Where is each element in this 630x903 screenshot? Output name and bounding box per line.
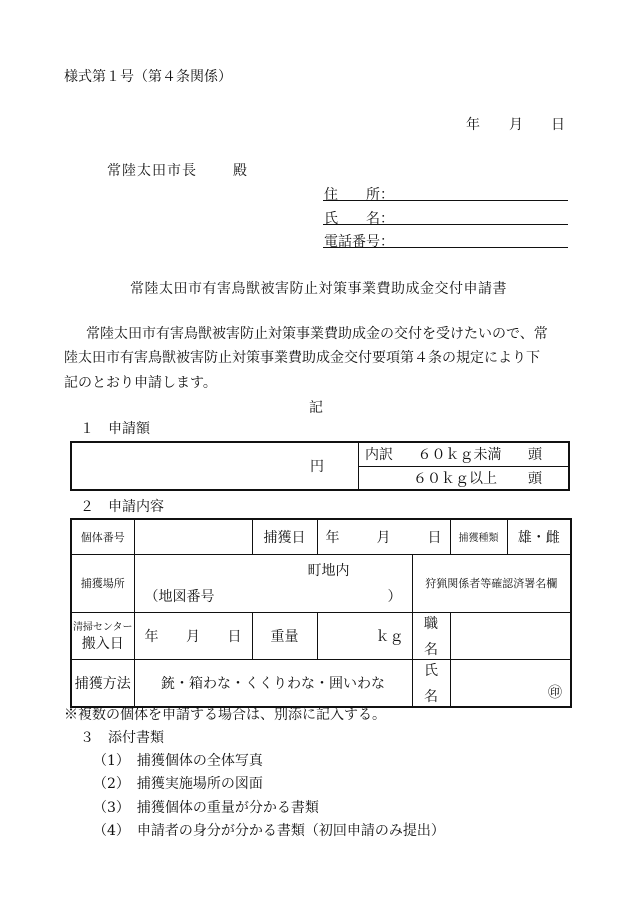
method-label: 捕獲方法 — [71, 659, 134, 707]
brought-in-year: 年 — [144, 628, 159, 645]
section1-heading: １ 申請額 — [80, 421, 150, 437]
name-field[interactable] — [450, 659, 571, 707]
under-60kg: ６０ｋｇ未満 — [417, 447, 502, 464]
amount-table — [70, 441, 570, 491]
name-label-2: 名 — [424, 688, 438, 705]
attachment-2: （2） 捕獲実施場所の図面 — [93, 776, 263, 792]
addressee: 常陸太田市長 — [107, 163, 197, 179]
body-line-3: 記のとおり申請します。 — [64, 375, 217, 391]
seal-icon: ㊞ — [548, 684, 562, 701]
capture-place-label: 捕獲場所 — [71, 554, 134, 612]
body-line-2: 陸太田市有害鳥獣被害防止対策事業費助成金交付要項第４条の規定により下 — [64, 350, 540, 366]
amount-cell[interactable] — [71, 442, 359, 490]
weight-field[interactable]: ｋｇ — [317, 612, 412, 659]
section3-heading: ３ 添付書類 — [80, 730, 164, 746]
attachment-3: （3） 捕獲個体の重量が分かる書類 — [93, 800, 319, 816]
capture-year: 年 — [325, 529, 340, 546]
brought-in-day: 日 — [227, 628, 242, 645]
phone-underline — [323, 247, 568, 248]
capture-month: 月 — [376, 529, 391, 546]
capture-day: 日 — [427, 529, 442, 546]
phone-label: 電話番号： — [324, 234, 394, 250]
section2-heading: ２ 申請内容 — [80, 499, 164, 515]
brought-in-month: 月 — [186, 628, 200, 645]
date-day: 日 — [551, 117, 565, 133]
weight-label: 重量 — [252, 612, 317, 659]
form-number: 様式第１号（第４条関係） — [64, 69, 232, 85]
attachment-1: （1） 捕獲個体の全体写真 — [93, 753, 263, 769]
species-label: 捕獲種類 — [450, 519, 507, 554]
brought-in-date-field[interactable] — [134, 612, 252, 659]
post-label-1: 職 — [424, 615, 438, 632]
individual-no-field[interactable] — [134, 519, 252, 554]
yen-label: 円 — [310, 459, 324, 475]
capture-date-field[interactable] — [317, 519, 450, 554]
date-year: 年 — [466, 117, 480, 133]
address-underline — [323, 200, 568, 201]
capture-date-label: 捕獲日 — [252, 519, 317, 554]
name-label-1: 氏 — [424, 662, 438, 679]
sex-field[interactable]: 雄・雌 — [507, 519, 571, 554]
map-number-label: （地図番号 — [144, 589, 215, 605]
body-line-1: 常陸太田市有害鳥獣被害防止対策事業費助成金の交付を受けたいので、常 — [86, 326, 548, 342]
brought-in-label — [71, 612, 134, 659]
over-60kg: ６０ｋｇ以上 — [413, 470, 497, 487]
document-title: 常陸太田市有害鳥獣被害防止対策事業費助成金交付申請書 — [130, 281, 507, 297]
breakdown-label: 内訳 — [365, 447, 393, 464]
note: ※複数の個体を申請する場合は、別添に記入する。 — [64, 707, 386, 723]
brought-in-date-label: 搬入日 — [81, 636, 124, 652]
unit-head-1: 頭 — [528, 447, 542, 464]
post-label-2: 名 — [424, 641, 438, 658]
application-table — [70, 518, 572, 708]
breakdown-row-2[interactable] — [359, 466, 570, 490]
center-label: 清掃センター — [72, 622, 133, 633]
date-month: 月 — [509, 117, 523, 133]
map-number-close: ） — [387, 589, 402, 605]
post-field[interactable] — [450, 612, 571, 659]
name-label-cell — [412, 659, 450, 707]
breakdown-row-1[interactable] — [359, 442, 570, 466]
individual-no-label: 個体番号 — [71, 519, 134, 554]
attachment-4: （4） 申請者の身分が分かる書類（初回申請のみ提出） — [93, 823, 445, 839]
name-label: 氏 名： — [324, 211, 394, 227]
ki-label: 記 — [309, 400, 323, 416]
post-label — [412, 612, 450, 659]
honorific: 殿 — [233, 163, 247, 179]
capture-place-field[interactable] — [134, 554, 412, 612]
address-label: 住 所： — [324, 187, 394, 203]
unit-head-2: 頭 — [528, 470, 542, 487]
town-suffix: 町地内 — [307, 563, 350, 579]
hunting-confirm-label: 狩猟関係者等確認済署名欄 — [412, 554, 571, 612]
name-underline — [323, 224, 568, 225]
method-options[interactable]: 銃・箱わな・くくりわな・囲いわな — [134, 659, 412, 707]
